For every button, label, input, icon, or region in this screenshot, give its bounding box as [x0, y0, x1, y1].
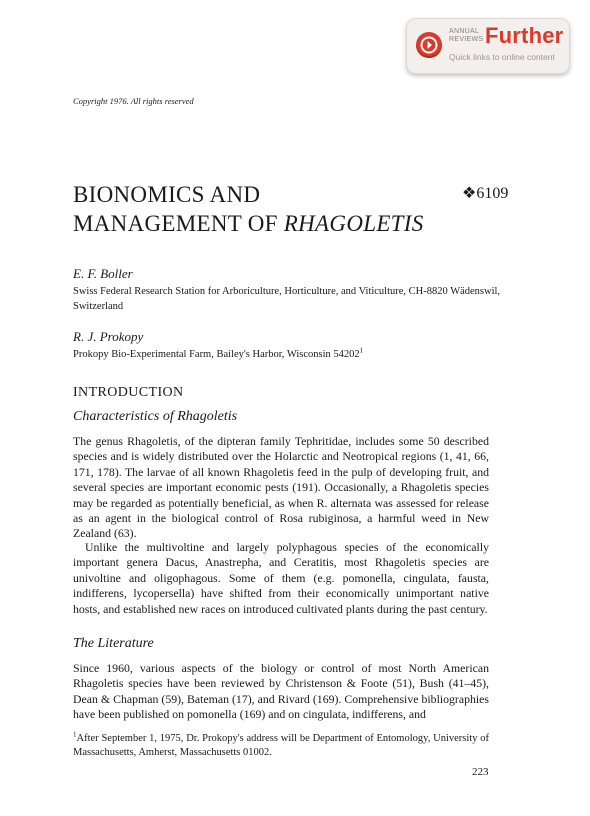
further-badge[interactable] [406, 18, 570, 74]
annual-reviews-logo-text: ANNUAL REVIEWS [449, 28, 484, 43]
further-subtitle: Quick links to online content [449, 52, 555, 62]
page-number: 223 [472, 766, 489, 778]
article-number: ❖6109 [462, 185, 509, 202]
author-name: R. J. Prokopy [73, 329, 144, 344]
title-line-2: MANAGEMENT OF RHAGOLETIS [73, 211, 424, 236]
section-heading: INTRODUCTION [73, 385, 184, 400]
article-title [73, 180, 433, 238]
author-affiliation: Swiss Federal Research Station for Arboriculture, Horticulture, and Viticulture, CH-8820 Wädenswil, Switzerland [73, 286, 501, 312]
subsection-heading: The Literature [73, 636, 154, 651]
author-affiliation: Prokopy Bio-Experimental Farm, Bailey's Harbor, Wisconsin 54202$^1$ [73, 346, 364, 360]
footnote: $^1$After September 1, 1975, Dr. Prokopy's address will be Department of Entomology, University of Massachusetts, Amherst, Massachusetts 01002. [73, 730, 489, 758]
copyright-notice: Copyright 1976. All rights reserved [73, 96, 194, 106]
title-line-1: BIONOMICS AND [73, 182, 261, 207]
author-name: E. F. Boller [73, 266, 133, 281]
paragraph: The genus Rhagoletis, of the dipteran family Tephritidae, includes some 50 described species and is widely distributed over the Holarctic and Neotropical regions (1, 41, 66, 171, 178). The larvae of all known Rhagoletis feed in the pulp of developing fruit, and several species are important economic pests (191). Occasionally, a Rhagoletis species may be regarded as potentially beneficial, as when R. alternata was assessed for release as an agent in the biological control of Rosa rubiginosa, a harmful weed in New Zealand (63). [73, 434, 489, 541]
play-circle-icon [416, 32, 442, 58]
further-label: Further [485, 23, 564, 48]
paragraph: Unlike the multivoltine and largely polyphagous species of the economically important genera Dacus, Anastrepha, and Ceratitis, most Rhagoletis species are univoltine and oligophagous. Some of them (e.g. pomonella, cingulata, fausta, indifferens, lycopersella) have shifted from their economically unimportant native hosts, and established new races on introduced cultivated plants during the past century. [73, 540, 489, 616]
subsection-heading: Characteristics of Rhagoletis [73, 409, 238, 424]
paragraph: Since 1960, various aspects of the biology or control of most North American Rhagoletis species have been reviewed by Christenson & Foote (51), Bush (41–45), Dean & Chapman (59), Bateman (17), and Rivard (169). Comprehensive bibliographies have been published on pomonella (169) and on cingulata, indifferens, and [73, 661, 489, 722]
